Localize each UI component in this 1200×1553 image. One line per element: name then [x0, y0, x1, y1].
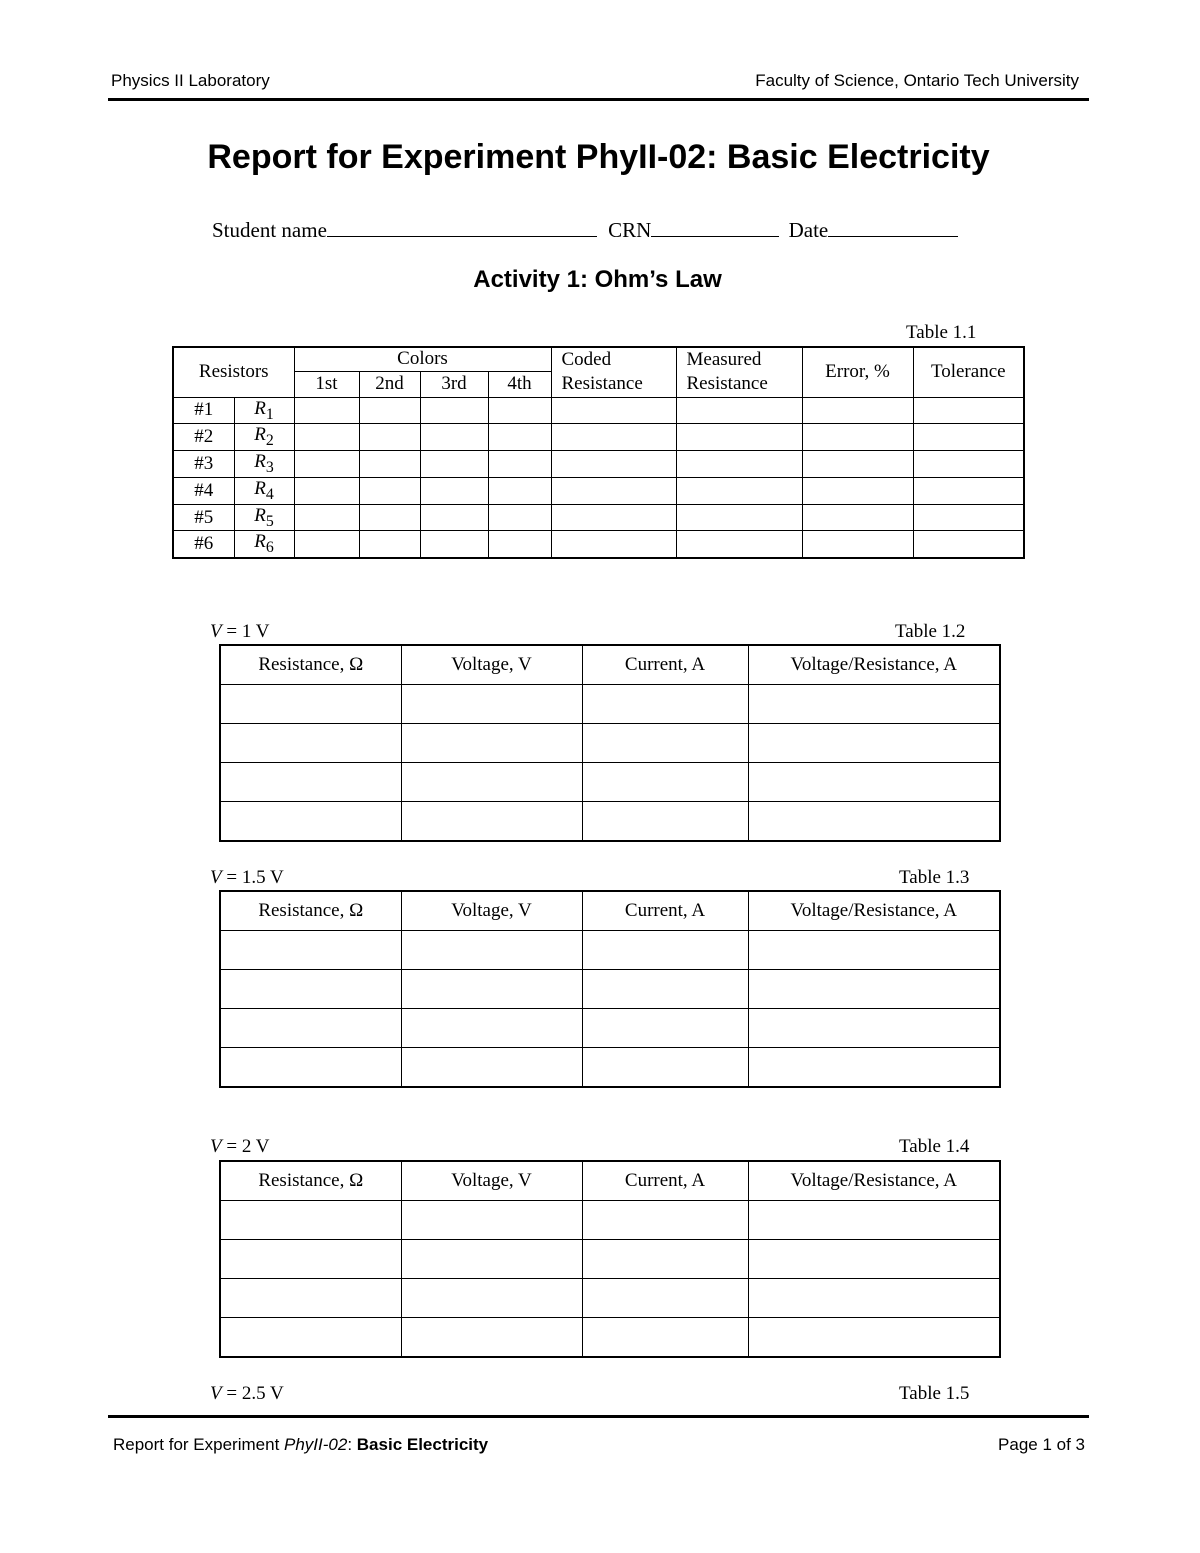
table-cell[interactable] — [294, 531, 359, 558]
table-cell[interactable] — [220, 685, 401, 724]
resistor-symbol — [234, 451, 294, 478]
resistor-symbol-subscript: 5 — [265, 512, 274, 530]
voltage-value: = 2 V — [221, 1136, 270, 1157]
table-cell[interactable] — [420, 424, 488, 451]
table-cell[interactable] — [401, 802, 582, 842]
table-cell[interactable] — [913, 424, 1024, 451]
header-rule — [108, 98, 1089, 101]
colors-header: Colors — [294, 347, 551, 371]
table-cell[interactable] — [420, 477, 488, 504]
voltage-symbol: V — [210, 1136, 222, 1157]
voltage-label — [210, 621, 269, 643]
resistor-symbol — [234, 397, 294, 424]
resistor-number: #2 — [173, 424, 234, 451]
table-cell[interactable] — [582, 1240, 748, 1279]
student-info-line — [212, 216, 958, 243]
table-row — [220, 931, 1000, 970]
voltage-value: = 1.5 V — [221, 867, 284, 888]
table-caption: Table 1.4 — [899, 1136, 970, 1157]
table-cell[interactable] — [582, 1201, 748, 1240]
column-header: Voltage/Resistance, A — [748, 1161, 1000, 1201]
table-row — [220, 1240, 1000, 1279]
student-name-label: Student name — [212, 218, 327, 242]
voltage-label — [210, 1383, 284, 1405]
table-cell[interactable] — [220, 1048, 401, 1088]
table-cell[interactable] — [359, 504, 420, 531]
table-cell[interactable] — [748, 1279, 1000, 1318]
table-cell[interactable] — [220, 1279, 401, 1318]
resistor-symbol-subscript: 6 — [265, 539, 274, 557]
table-cell[interactable] — [582, 970, 748, 1009]
table-cell[interactable] — [582, 724, 748, 763]
crn-label: CRN — [608, 218, 652, 242]
resistor-row — [173, 397, 1024, 424]
column-header: Resistance, Ω — [220, 1161, 401, 1201]
table-caption: Table 1.3 — [899, 867, 970, 888]
table-caption: Table 1.2 — [895, 621, 966, 642]
resistor-symbol-letter: R — [254, 477, 266, 499]
table-cell[interactable] — [401, 931, 582, 970]
student-name-field[interactable] — [327, 216, 597, 237]
column-header: Voltage, V — [401, 1161, 582, 1201]
table-cell[interactable] — [294, 477, 359, 504]
resistor-symbol-letter: R — [254, 397, 266, 419]
resistor-number: #1 — [173, 397, 234, 424]
table-cell[interactable] — [551, 477, 676, 504]
table-cell[interactable] — [748, 1318, 1000, 1358]
table-cell[interactable] — [401, 724, 582, 763]
voltage-label — [210, 1136, 269, 1158]
page-title: Report for Experiment PhyII-02: Basic Electricity — [207, 138, 990, 176]
resistor-symbol — [234, 531, 294, 558]
resistor-symbol-subscript: 2 — [265, 432, 274, 450]
table-cell[interactable] — [401, 763, 582, 802]
table-cell[interactable] — [420, 451, 488, 478]
table-cell[interactable] — [676, 397, 802, 424]
table-cell[interactable] — [748, 724, 1000, 763]
table-cell[interactable] — [913, 531, 1024, 558]
table-cell[interactable] — [220, 802, 401, 842]
table-cell[interactable] — [220, 724, 401, 763]
resistor-symbol — [234, 504, 294, 531]
resistor-symbol-letter: R — [254, 451, 266, 473]
table-cell[interactable] — [676, 424, 802, 451]
table-cell[interactable] — [401, 1201, 582, 1240]
table-cell[interactable] — [401, 685, 582, 724]
table-cell[interactable] — [748, 802, 1000, 842]
resistor-symbol — [234, 477, 294, 504]
footer-text — [113, 1435, 488, 1455]
table-cell[interactable] — [488, 451, 551, 478]
column-header: Resistance, Ω — [220, 891, 401, 931]
color-2nd-header: 2nd — [359, 371, 420, 397]
table-cell[interactable] — [748, 1240, 1000, 1279]
resistor-table — [172, 346, 1025, 559]
voltage-symbol: V — [210, 621, 222, 642]
table-cell[interactable] — [802, 504, 913, 531]
table-cell[interactable] — [220, 1318, 401, 1358]
table-cell[interactable] — [420, 504, 488, 531]
resistor-symbol-subscript: 4 — [265, 485, 274, 503]
voltage-table — [219, 890, 1001, 1088]
column-header: Voltage, V — [401, 645, 582, 685]
table-row — [220, 1048, 1000, 1088]
resistor-number: #5 — [173, 504, 234, 531]
error-header: Error, % — [802, 347, 913, 397]
resistors-header: Resistors — [173, 347, 294, 397]
table-cell[interactable] — [401, 1009, 582, 1048]
coded-resistance-header — [551, 347, 676, 397]
table-row — [220, 685, 1000, 724]
color-1st-header: 1st — [294, 371, 359, 397]
resistor-symbol-letter: R — [254, 424, 266, 446]
table-cell[interactable] — [676, 531, 802, 558]
table-cell[interactable] — [220, 763, 401, 802]
color-3rd-header: 3rd — [420, 371, 488, 397]
table-row — [220, 1009, 1000, 1048]
footer-prefix: Report for Experiment — [113, 1435, 285, 1454]
table-cell[interactable] — [359, 397, 420, 424]
page-number: Page 1 of 3 — [998, 1435, 1085, 1454]
resistor-number: #3 — [173, 451, 234, 478]
table-cell[interactable] — [401, 1318, 582, 1358]
table-caption: Table 1.5 — [899, 1383, 970, 1404]
table-cell[interactable] — [294, 504, 359, 531]
measured-resistance-header — [676, 347, 802, 397]
table-cell[interactable] — [359, 451, 420, 478]
table-row — [220, 763, 1000, 802]
measured-resistance-line-2: Resistance — [686, 373, 768, 395]
table-cell[interactable] — [582, 1009, 748, 1048]
table-cell[interactable] — [551, 531, 676, 558]
voltage-label — [210, 867, 284, 889]
table-cell[interactable] — [676, 477, 802, 504]
table-cell[interactable] — [359, 477, 420, 504]
footer-rule — [108, 1415, 1089, 1418]
table-cell[interactable] — [802, 451, 913, 478]
column-header: Voltage, V — [401, 891, 582, 931]
table-row — [220, 1318, 1000, 1358]
table-cell[interactable] — [582, 931, 748, 970]
table-cell[interactable] — [582, 763, 748, 802]
table-1-1-caption: Table 1.1 — [906, 322, 977, 343]
table-cell[interactable] — [676, 504, 802, 531]
table-cell[interactable] — [220, 1240, 401, 1279]
table-cell[interactable] — [401, 1048, 582, 1088]
table-cell[interactable] — [802, 397, 913, 424]
voltage-value: = 1 V — [221, 621, 270, 642]
table-cell[interactable] — [748, 685, 1000, 724]
table-cell[interactable] — [551, 451, 676, 478]
voltage-table — [219, 1160, 1001, 1358]
table-cell[interactable] — [220, 1009, 401, 1048]
table-cell[interactable] — [748, 1048, 1000, 1088]
table-cell[interactable] — [420, 397, 488, 424]
table-cell[interactable] — [551, 397, 676, 424]
table-cell[interactable] — [488, 531, 551, 558]
voltage-symbol: V — [210, 1383, 222, 1404]
resistor-row — [173, 477, 1024, 504]
resistor-row — [173, 504, 1024, 531]
table-cell[interactable] — [748, 763, 1000, 802]
header-left: Physics II Laboratory — [111, 71, 270, 90]
table-cell[interactable] — [420, 531, 488, 558]
table-cell[interactable] — [913, 477, 1024, 504]
resistor-symbol-letter: R — [254, 531, 266, 553]
voltage-symbol: V — [210, 867, 222, 888]
footer-suffix: Basic Electricity — [356, 1435, 489, 1454]
footer-code: PhyII-02 — [284, 1435, 348, 1454]
table-cell[interactable] — [676, 451, 802, 478]
column-header: Voltage/Resistance, A — [748, 645, 1000, 685]
crn-field[interactable] — [651, 216, 779, 237]
date-label: Date — [788, 218, 829, 242]
column-header: Resistance, Ω — [220, 645, 401, 685]
table-cell[interactable] — [488, 424, 551, 451]
table-cell[interactable] — [582, 1048, 748, 1088]
table-cell[interactable] — [220, 970, 401, 1009]
resistor-symbol-subscript: 3 — [265, 458, 274, 476]
table-cell[interactable] — [748, 1009, 1000, 1048]
column-header: Current, A — [582, 645, 748, 685]
tolerance-header: Tolerance — [913, 347, 1024, 397]
color-4th-header: 4th — [488, 371, 551, 397]
table-cell[interactable] — [294, 424, 359, 451]
table-cell[interactable] — [913, 397, 1024, 424]
table-row — [220, 1279, 1000, 1318]
table-cell[interactable] — [488, 504, 551, 531]
table-cell[interactable] — [802, 424, 913, 451]
resistor-symbol-subscript: 1 — [265, 405, 274, 423]
table-cell[interactable] — [220, 1201, 401, 1240]
table-cell[interactable] — [748, 970, 1000, 1009]
table-cell[interactable] — [748, 1201, 1000, 1240]
table-cell[interactable] — [294, 451, 359, 478]
table-cell[interactable] — [913, 451, 1024, 478]
resistor-number: #6 — [173, 531, 234, 558]
table-cell[interactable] — [582, 802, 748, 842]
coded-resistance-line-2: Resistance — [561, 373, 643, 395]
table-row — [220, 1201, 1000, 1240]
resistor-number: #4 — [173, 477, 234, 504]
table-cell[interactable] — [401, 970, 582, 1009]
table-cell[interactable] — [748, 931, 1000, 970]
table-cell[interactable] — [488, 397, 551, 424]
table-cell[interactable] — [401, 1279, 582, 1318]
table-cell[interactable] — [294, 397, 359, 424]
table-cell[interactable] — [401, 1240, 582, 1279]
table-cell[interactable] — [802, 531, 913, 558]
voltage-value: = 2.5 V — [221, 1383, 284, 1404]
table-cell[interactable] — [913, 504, 1024, 531]
table-row — [220, 802, 1000, 842]
table-cell[interactable] — [220, 931, 401, 970]
table-cell[interactable] — [582, 685, 748, 724]
activity-title: Activity 1: Ohm’s Law — [473, 266, 722, 293]
resistor-table-body — [173, 397, 1024, 558]
measured-resistance-line-1: Measured — [686, 349, 762, 371]
table-row — [220, 724, 1000, 763]
column-header: Voltage/Resistance, A — [748, 891, 1000, 931]
footer-colon: : — [347, 1435, 357, 1454]
header-right: Faculty of Science, Ontario Tech University — [755, 71, 1079, 90]
resistor-row — [173, 451, 1024, 478]
voltage-table — [219, 644, 1001, 842]
table-cell[interactable] — [802, 477, 913, 504]
date-field[interactable] — [828, 216, 958, 237]
resistor-symbol-letter: R — [254, 504, 266, 526]
table-row — [220, 970, 1000, 1009]
table-cell[interactable] — [359, 531, 420, 558]
table-cell[interactable] — [582, 1318, 748, 1358]
column-header: Current, A — [582, 891, 748, 931]
table-cell[interactable] — [551, 504, 676, 531]
resistor-row — [173, 424, 1024, 451]
column-header: Current, A — [582, 1161, 748, 1201]
resistor-symbol — [234, 424, 294, 451]
coded-resistance-line-1: Coded — [561, 349, 612, 371]
table-cell[interactable] — [551, 424, 676, 451]
table-cell[interactable] — [359, 424, 420, 451]
table-cell[interactable] — [488, 477, 551, 504]
resistor-row — [173, 531, 1024, 558]
table-cell[interactable] — [582, 1279, 748, 1318]
